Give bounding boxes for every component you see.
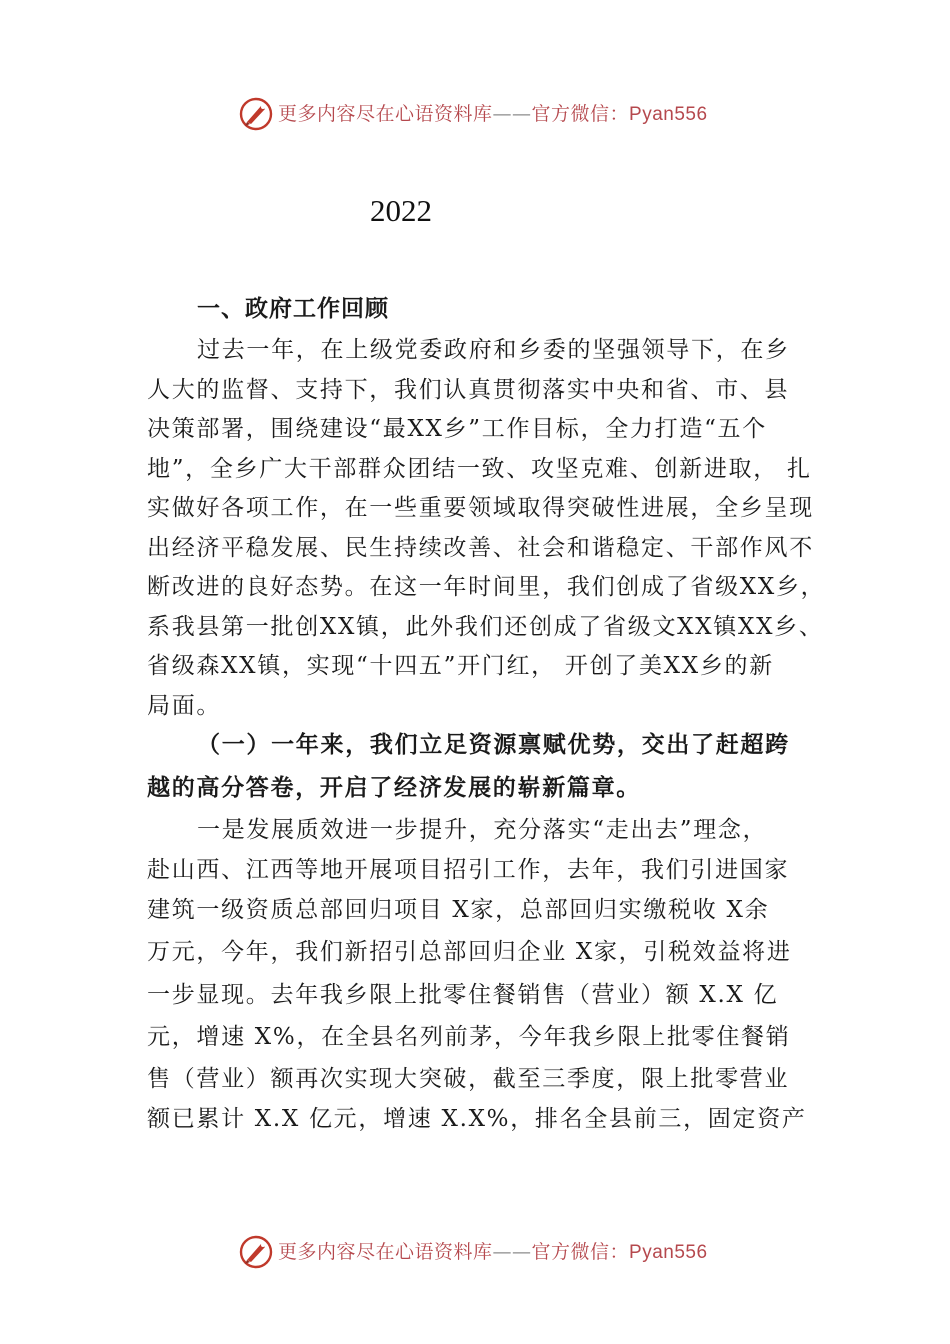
- paragraph2-line: 赴山西、江西等地开展项目招引工作，去年，我们引进国家: [147, 857, 790, 883]
- banner-separator: ——: [492, 103, 532, 125]
- paragraph1-line: 局面。: [147, 693, 222, 719]
- paragraph2-line: 万元，今年，我们新招引总部回归企业 X家，引税效益将进: [147, 939, 792, 965]
- paragraph1-line: 决策部署，围绕建设“最XX乡”工作目标，全力打造“五个: [147, 416, 767, 442]
- paragraph2-line: 一是发展质效进一步提升，充分落实“走出去”理念，: [197, 817, 768, 843]
- pen-logo-icon: [238, 1234, 274, 1270]
- paragraph1-line: 人大的监督、支持下，我们认真贯彻落实中央和省、市、县: [147, 377, 790, 403]
- banner-text: [278, 102, 708, 127]
- paragraph2-line: 建筑一级资质总部回归项目 X家，总部回归实缴税收 X余: [147, 897, 770, 923]
- banner-wechat-id: Pyan556: [629, 104, 708, 125]
- paragraph1-line: 系我县第一批创XX镇，此外我们还创成了省级文XX镇XX乡、: [147, 614, 824, 640]
- banner-wechat-label: 官方微信：: [531, 1241, 630, 1263]
- paragraph1-line: 过去一年，在上级党委政府和乡委的坚强领导下，在乡: [197, 337, 790, 363]
- paragraph1-line: 出经济平稳发展、民生持续改善、社会和谐稳定、干部作风不: [147, 535, 814, 561]
- paragraph1-line: 地”，全乡广大干部群众团结一致、攻坚克难、创新进取， 扎: [147, 456, 812, 482]
- pen-logo-icon: [238, 96, 274, 132]
- section-heading: 一、政府工作回顾: [197, 296, 389, 322]
- banner-text: [278, 1240, 708, 1265]
- paragraph2-line: 售（营业）额再次实现大突破，截至三季度，限上批零营业: [147, 1066, 790, 1092]
- paragraph1-line: 实做好各项工作，在一些重要领域取得突破性进展，全乡呈现: [147, 495, 814, 521]
- banner-prefix: 更多内容尽在心语资料库: [278, 1241, 493, 1263]
- document-title: 2022: [370, 193, 432, 228]
- subheading-line: （一）一年来，我们立足资源禀赋优势，交出了赶超跨: [197, 731, 790, 758]
- paragraph1-line: 省级森XX镇，实现“十四五”开门红， 开创了美XX乡的新: [147, 653, 774, 679]
- banner-prefix: 更多内容尽在心语资料库: [278, 103, 493, 125]
- header-banner: [0, 94, 950, 134]
- paragraph2-line: 额已累计 X.X 亿元，增速 X.X%，排名全县前三，固定资产: [147, 1106, 807, 1132]
- footer-banner: [0, 1232, 950, 1272]
- paragraph2-line: 一步显现。去年我乡限上批零住餐销售（营业）额 X.X 亿: [147, 982, 779, 1008]
- banner-separator: ——: [492, 1241, 532, 1263]
- paragraph2-line: 元，增速 X%，在全县名列前茅，今年我乡限上批零住餐销: [147, 1024, 791, 1050]
- paragraph1-line: 断改进的良好态势。在这一年时间里，我们创成了省级XX乡，: [147, 574, 826, 600]
- banner-wechat-label: 官方微信：: [531, 103, 630, 125]
- banner-wechat-id: Pyan556: [629, 1242, 708, 1263]
- subheading-line: 越的高分答卷，开启了经济发展的崭新篇章。: [147, 774, 641, 801]
